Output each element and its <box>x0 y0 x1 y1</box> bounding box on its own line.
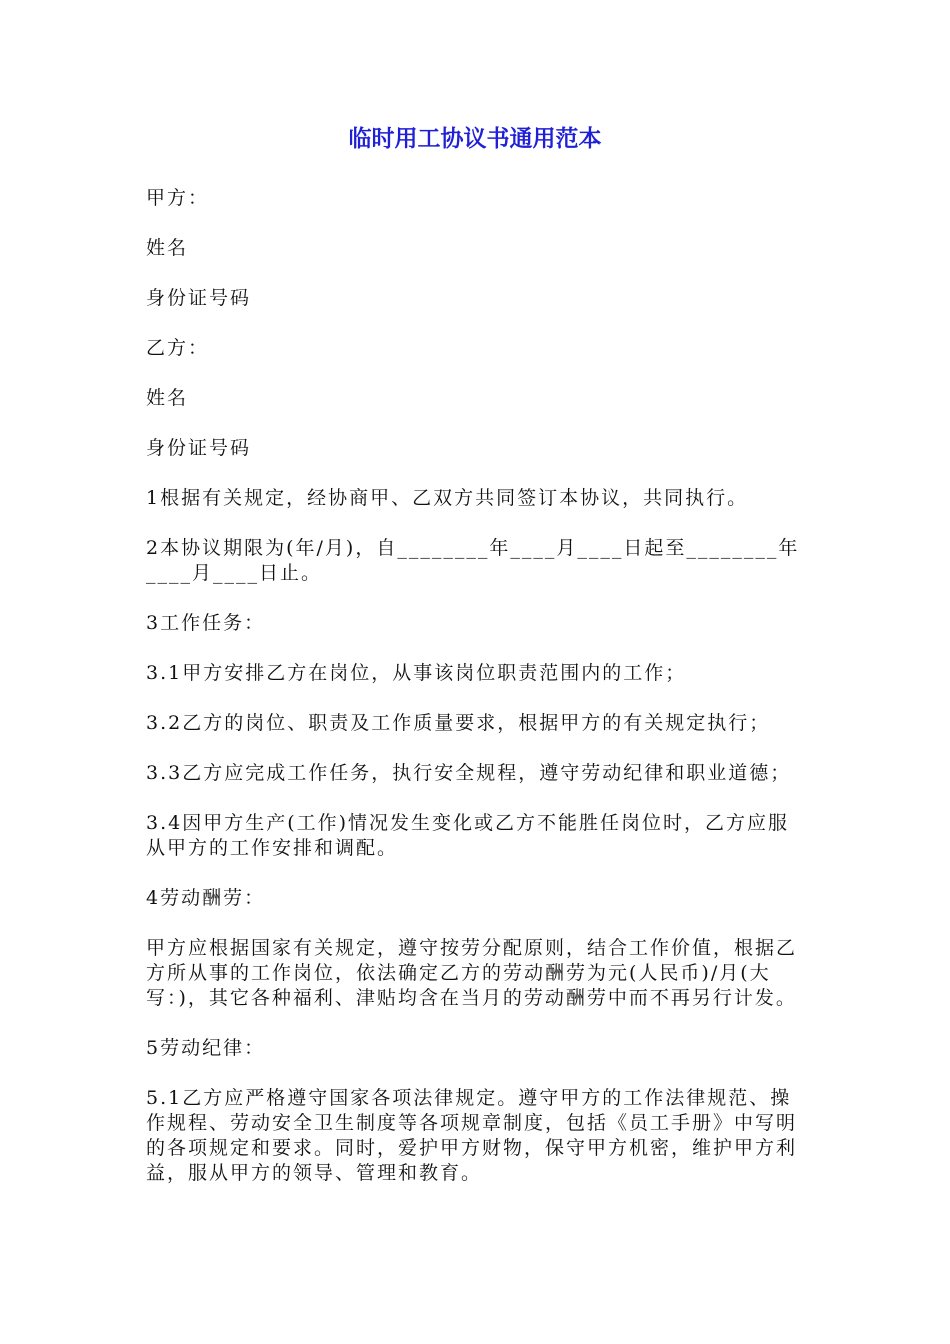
paragraph-clause-1: 1根据有关规定，经协商甲、乙双方共同签订本协议，共同执行。 <box>146 487 749 509</box>
paragraph-clause-3-1: 3.1甲方安排乙方在岗位，从事该岗位职责范围内的工作； <box>146 662 687 684</box>
paragraph-clause-5: 5劳动纪律： <box>146 1037 266 1059</box>
paragraph-clause-5-1: 5.1乙方应严格遵守国家各项法律规定。遵守甲方的工作法律规范、操作规程、劳动安全卫生制度等各项规章制度，包括《员工手册》中写明的各项规定和要求。同时，爱护甲方财物，保守甲方机密，维护甲方利益，服从甲方的领导、管理和教育。 <box>146 1087 798 1184</box>
paragraph-clause-4: 4劳动酬劳： <box>146 887 266 909</box>
paragraph-clause-2: 2本协议期限为(年/月)，自________年____月____日起至________年____月____日止。 <box>146 537 800 584</box>
paragraph-party-a: 甲方： <box>146 187 210 209</box>
paragraph-party-b-name: 姓名 <box>146 387 189 409</box>
paragraph-clause-3: 3工作任务： <box>146 612 266 634</box>
paragraph-clause-3-2: 3.2乙方的岗位、职责及工作质量要求，根据甲方的有关规定执行； <box>146 712 771 734</box>
document-title: 临时用工协议书通用范本 <box>348 126 602 152</box>
document-body <box>146 186 810 1211</box>
paragraph-clause-3-3: 3.3乙方应完成工作任务，执行安全规程，遵守劳动纪律和职业道德； <box>146 762 792 784</box>
paragraph-party-b: 乙方： <box>146 337 210 359</box>
paragraph-party-a-name: 姓名 <box>146 237 189 259</box>
paragraph-party-a-id: 身份证号码 <box>146 287 252 309</box>
paragraph-clause-3-4: 3.4因甲方生产(工作)情况发生变化或乙方不能胜任岗位时，乙方应服从甲方的工作安排和调配。 <box>146 812 790 859</box>
paragraph-clause-4-body: 甲方应根据国家有关规定，遵守按劳分配原则，结合工作价值，根据乙方所从事的工作岗位，依法确定乙方的劳动酬劳为元(人民币)/月(大写：)，其它各种福利、津贴均含在当月的劳动酬劳中而不再另行计发。 <box>146 937 798 1009</box>
paragraph-party-b-id: 身份证号码 <box>146 437 252 459</box>
